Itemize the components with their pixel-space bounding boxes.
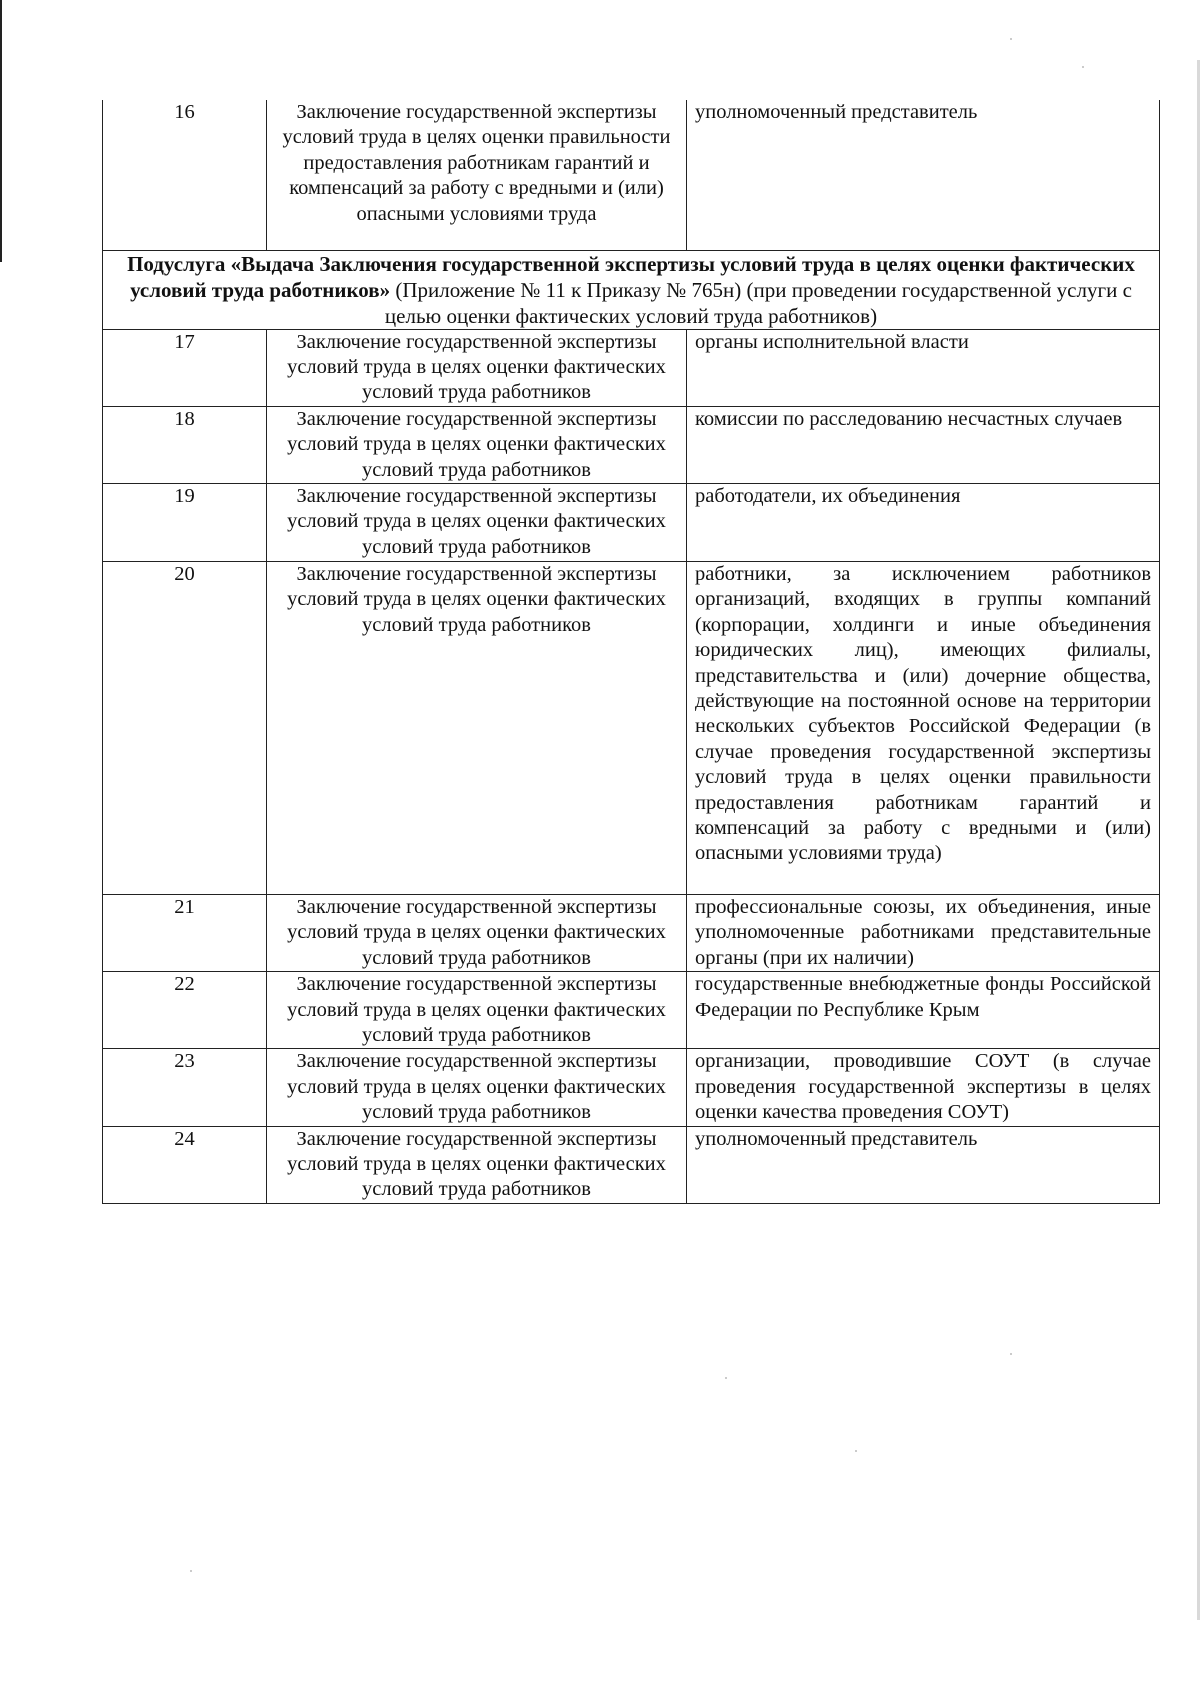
table-row [103,483,1160,561]
document-name: Заключение государственной экспертизы условий труда в целях оценки фактических условий труда работников [267,972,687,1049]
scan-speck [1010,38,1012,40]
document-name: Заключение государственной экспертизы условий труда в целях оценки фактических условий труда работников [267,1049,687,1126]
document-name: Заключение государственной экспертизы условий труда в целях оценки фактических условий труда работников [267,1126,687,1203]
scan-speck [725,1377,727,1379]
applicant-category: органы исполнительной власти [687,329,1160,406]
scan-speck [855,1450,857,1452]
table-row [103,894,1160,971]
section-title-rest: (Приложение № 11 к Приказу № 765н) (при проведении государственной услуги с целью оценки фактических условий труда работников) [384,277,1132,328]
table-row [103,561,1160,894]
document-name: Заключение государственной экспертизы условий труда в целях оценки фактических условий труда работников [267,329,687,406]
row-number: 20 [103,561,267,894]
scan-speck [1082,66,1084,68]
scan-speck [190,1570,192,1572]
scan-edge-left [0,0,2,262]
document-name: Заключение государственной экспертизы условий труда в целях оценки правильности предоставления работникам гарантий и компенсаций за работу с вредными и (или) опасными условиями труда [267,100,687,250]
applicant-category: уполномоченный представитель [687,1126,1160,1203]
document-name: Заключение государственной экспертизы условий труда в целях оценки фактических условий труда работников [267,406,687,483]
table-row [103,972,1160,1049]
row-number: 19 [103,483,267,561]
row-number: 24 [103,1126,267,1203]
applicants-table [102,100,1160,1204]
applicant-category: государственные внебюджетные фонды Российской Федерации по Республике Крым [687,972,1160,1049]
table-row [103,406,1160,483]
row-number: 23 [103,1049,267,1126]
applicant-category: профессиональные союзы, их объединения, иные уполномоченные работниками представительные органы (при их наличии) [687,894,1160,971]
applicant-category: организации, проводившие СОУТ (в случае проведения государственной экспертизы в целях оценки качества проведения СОУТ) [687,1049,1160,1126]
row-number: 17 [103,329,267,406]
document-name: Заключение государственной экспертизы условий труда в целях оценки фактических условий труда работников [267,483,687,561]
row-number: 16 [103,100,267,250]
applicant-category: работодатели, их объединения [687,483,1160,561]
table-row [103,100,1160,250]
table-row [103,1049,1160,1126]
scan-speck [1010,1353,1012,1355]
applicant-category: уполномоченный представитель [687,100,1160,250]
table-row [103,329,1160,406]
row-number: 21 [103,894,267,971]
table-row [103,1126,1160,1203]
applicant-category: работники, за исключением работников организаций, входящих в группы компаний (корпорации, холдинги и иные объединения юридических лиц), имеющих филиалы, представительства и (или) дочерние общества, действующие на постоянной основе на территории нескольких субъектов Российской Федерации (в случае проведения государственной экспертизы условий труда в целях оценки правильности предоставления работникам гарантий и компенсаций за работу с вредными и (или) опасными условиями труда) [687,561,1160,894]
row-number: 22 [103,972,267,1049]
row-number: 18 [103,406,267,483]
section-title-bold: Подуслуга «Выдача Заключения государственной экспертизы условий труда в целях оценки фактических условий труда работников» [127,251,1135,302]
section-header-row [103,250,1160,329]
applicant-category: комиссии по расследованию несчастных случаев [687,406,1160,483]
document-name: Заключение государственной экспертизы условий труда в целях оценки фактических условий труда работников [267,894,687,971]
section-title [103,250,1160,329]
document-name: Заключение государственной экспертизы условий труда в целях оценки фактических условий труда работников [267,561,687,894]
